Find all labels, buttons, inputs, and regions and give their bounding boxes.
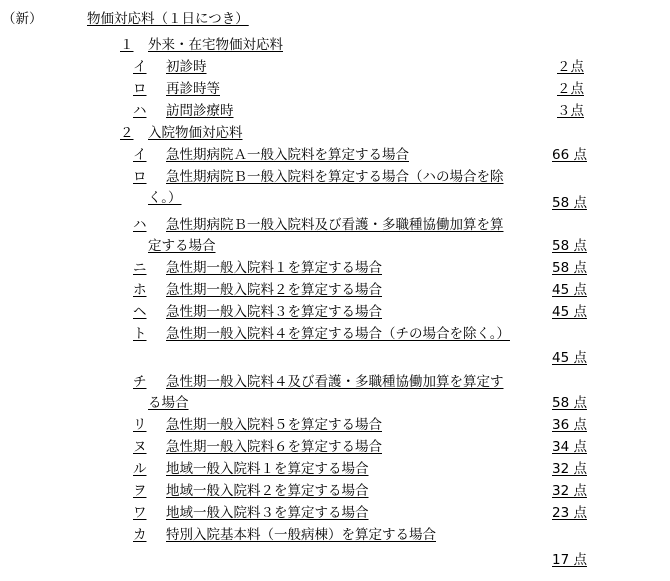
list-item-points: 34 点 bbox=[552, 439, 587, 455]
section-2-heading: 入院物価対応料 bbox=[148, 125, 243, 141]
list-item-label: 急性期病院Ｂ一般入院料及び看護・多職種協働加算を算 bbox=[166, 217, 504, 233]
list-item-label: 急性期一般入院料２を算定する場合 bbox=[166, 282, 382, 298]
list-item-points: 58 点 bbox=[552, 195, 587, 211]
section-2-number: ２ bbox=[120, 125, 134, 141]
list-item-label: 急性期一般入院料３を算定する場合 bbox=[166, 304, 382, 320]
list-item-label: 急性期病院Ｂ一般入院料を算定する場合（ハの場合を除 bbox=[166, 169, 504, 185]
list-item-kana: ニ bbox=[133, 260, 147, 276]
list-item-label: 急性期一般入院料４を算定する場合（チの場合を除く。） bbox=[166, 326, 510, 342]
list-item-label-continuation: 定する場合 bbox=[148, 238, 216, 254]
list-item-kana: ヲ bbox=[133, 483, 147, 499]
list-item-points: 58 点 bbox=[552, 260, 587, 276]
list-item-label: 再診時等 bbox=[166, 81, 220, 97]
list-item-points: 36 点 bbox=[552, 417, 587, 433]
list-item-points: ３点 bbox=[557, 103, 584, 119]
list-item-kana: ロ bbox=[133, 81, 147, 97]
list-item-points: 45 点 bbox=[552, 350, 587, 366]
list-item-kana: チ bbox=[133, 374, 147, 390]
list-item-points: ２点 bbox=[557, 81, 584, 97]
list-item-points: 23 点 bbox=[552, 505, 587, 521]
list-item-kana: ロ bbox=[133, 169, 147, 185]
list-item-label: 地域一般入院料２を算定する場合 bbox=[166, 483, 369, 499]
list-item-kana: ハ bbox=[133, 103, 147, 119]
section-1-heading: 外来・在宅物価対応料 bbox=[148, 37, 283, 53]
list-item-label-continuation: く。） bbox=[148, 190, 182, 206]
list-item-label: 急性期一般入院料４及び看護・多職種協働加算を算定す bbox=[166, 374, 504, 390]
list-item-points: 32 点 bbox=[552, 483, 587, 499]
list-item-label: 急性期一般入院料６を算定する場合 bbox=[166, 439, 382, 455]
list-item-points: 45 点 bbox=[552, 304, 587, 320]
list-item-kana: ル bbox=[133, 461, 147, 477]
list-item-label: 初診時 bbox=[166, 59, 207, 75]
list-item-label-continuation: る場合 bbox=[148, 395, 189, 411]
list-item-label: 訪問診療時 bbox=[166, 103, 234, 119]
list-item-points: 66 点 bbox=[552, 147, 587, 163]
list-item-kana: ホ bbox=[133, 282, 147, 298]
list-item-points: 32 点 bbox=[552, 461, 587, 477]
list-item-kana: リ bbox=[133, 417, 147, 433]
list-item-points: ２点 bbox=[557, 59, 584, 75]
list-item-kana: ト bbox=[133, 326, 147, 342]
list-item-points: 45 点 bbox=[552, 282, 587, 298]
list-item-kana: ヌ bbox=[133, 439, 147, 455]
list-item-points: 17 点 bbox=[552, 552, 587, 568]
list-item-points: 58 点 bbox=[552, 395, 587, 411]
list-item-label: 地域一般入院料３を算定する場合 bbox=[166, 505, 369, 521]
list-item-kana: カ bbox=[133, 527, 147, 543]
document-title: 物価対応料（１日につき） bbox=[87, 11, 249, 27]
list-item-kana: イ bbox=[133, 147, 147, 163]
list-item-kana: ワ bbox=[133, 505, 147, 521]
list-item-kana: イ bbox=[133, 59, 147, 75]
list-item-label: 特別入院基本料（一般病棟）を算定する場合 bbox=[166, 527, 436, 543]
list-item-points: 58 点 bbox=[552, 238, 587, 254]
list-item-label: 地域一般入院料１を算定する場合 bbox=[166, 461, 369, 477]
list-item-label: 急性期病院Ａ一般入院料を算定する場合 bbox=[166, 147, 409, 163]
list-item-kana: ハ bbox=[133, 217, 147, 233]
list-item-kana: ヘ bbox=[133, 304, 147, 320]
section-1-number: １ bbox=[120, 37, 134, 53]
revision-marker: （新） bbox=[2, 11, 43, 27]
list-item-label: 急性期一般入院料５を算定する場合 bbox=[166, 417, 382, 433]
list-item-label: 急性期一般入院料１を算定する場合 bbox=[166, 260, 382, 276]
